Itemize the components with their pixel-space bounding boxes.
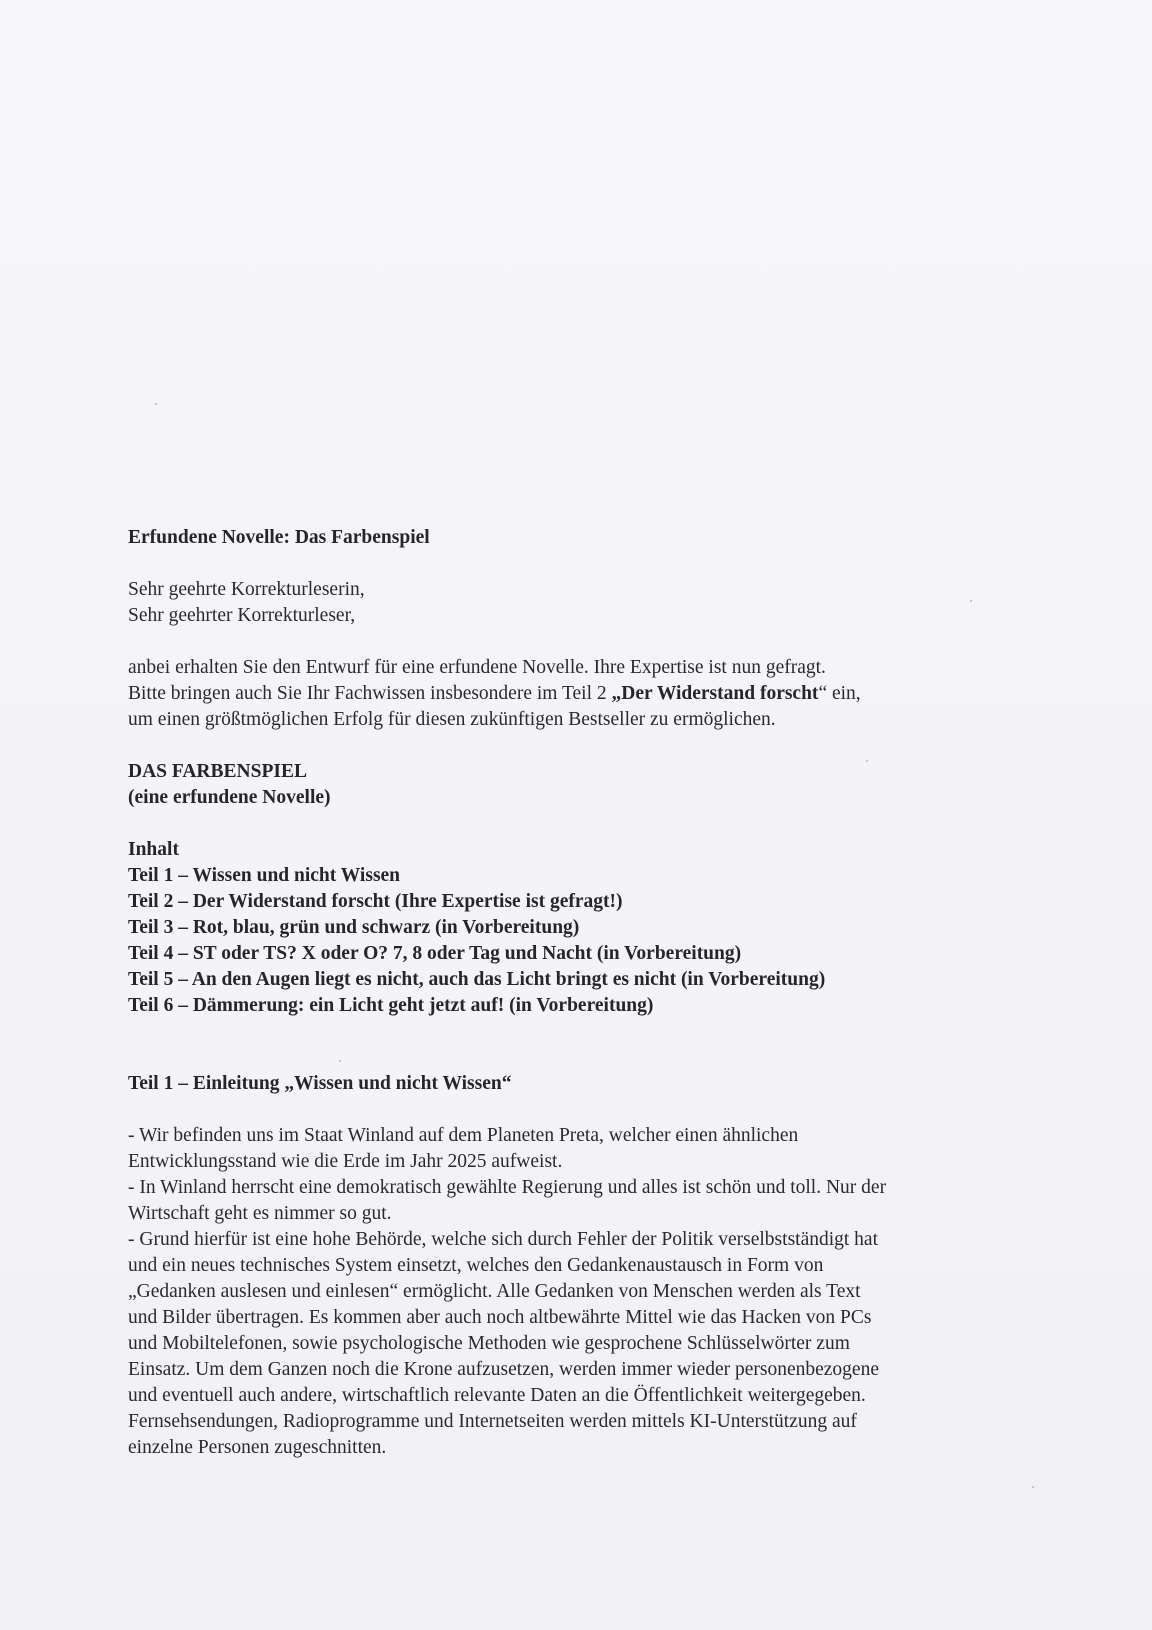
- part1-line: und Bilder übertragen. Es kommen aber auch noch altbewährte Mittel wie das Hacken von PCs: [128, 1307, 872, 1328]
- document-body: [128, 525, 1048, 1461]
- part1-heading: Teil 1 – Einleitung „Wissen und nicht Wissen“: [128, 1073, 512, 1094]
- part1-line: „Gedanken auslesen und einlesen“ ermöglicht. Alle Gedanken von Menschen werden als Text: [128, 1281, 861, 1302]
- part1-line: und ein neues technisches System einsetzt, welches den Gedankenaustausch in Form von: [128, 1255, 824, 1276]
- part1-line: - Grund hierfür ist eine hohe Behörde, welche sich durch Fehler der Politik verselbstständigt hat: [128, 1229, 879, 1250]
- toc-item: Teil 6 – Dämmerung: ein Licht geht jetzt auf! (in Vorbereitung): [128, 995, 654, 1016]
- salutation-line: Sehr geehrter Korrekturleser,: [128, 605, 356, 626]
- scan-speck: [155, 403, 157, 405]
- part1-line: - In Winland herrscht eine demokratisch gewählte Regierung und alles ist schön und toll. Nur der: [128, 1177, 887, 1198]
- salutation-line: Sehr geehrte Korrekturleserin,: [128, 579, 365, 600]
- novel-title: DAS FARBENSPIEL: [128, 761, 307, 782]
- intro-line: [128, 681, 1048, 707]
- part1-line: Entwicklungsstand wie die Erde im Jahr 2025 aufweist.: [128, 1151, 563, 1172]
- part1-line: einzelne Personen zugeschnitten.: [128, 1437, 387, 1458]
- toc-heading: Inhalt: [128, 839, 179, 860]
- part1-line: und eventuell auch andere, wirtschaftlich relevante Daten an die Öffentlichkeit weitergegeben.: [128, 1385, 866, 1406]
- toc-item: Teil 4 – ST oder TS? X oder O? 7, 8 oder Tag und Nacht (in Vorbereitung): [128, 943, 742, 964]
- toc-item: Teil 5 – An den Augen liegt es nicht, auch das Licht bringt es nicht (in Vorbereitung): [128, 969, 826, 990]
- part1-line: Fernsehsendungen, Radioprogramme und Internetseiten werden mittels KI-Unterstützung auf: [128, 1411, 857, 1432]
- part1-line: - Wir befinden uns im Staat Winland auf dem Planeten Preta, welcher einen ähnlichen: [128, 1125, 799, 1146]
- intro-text: “ ein,: [818, 683, 861, 704]
- part1-line: und Mobiltelefonen, sowie psychologische Methoden wie gesprochene Schlüsselwörter zum: [128, 1333, 850, 1354]
- novel-subtitle: (eine erfundene Novelle): [128, 787, 331, 808]
- intro-line: anbei erhalten Sie den Entwurf für eine erfundene Novelle. Ihre Expertise ist nun gefragt.: [128, 657, 826, 678]
- intro-emphasis: „Der Widerstand forscht: [611, 683, 819, 704]
- toc-item: Teil 3 – Rot, blau, grün und schwarz (in Vorbereitung): [128, 917, 580, 938]
- part1-line: Wirtschaft geht es nimmer so gut.: [128, 1203, 392, 1224]
- part1-line: Einsatz. Um dem Ganzen noch die Krone aufzusetzen, werden immer wieder personenbezogene: [128, 1359, 879, 1380]
- intro-text: Bitte bringen auch Sie Ihr Fachwissen insbesondere im Teil 2: [128, 683, 612, 704]
- toc-item: Teil 2 – Der Widerstand forscht (Ihre Expertise ist gefragt!): [128, 891, 623, 912]
- document-heading: Erfundene Novelle: Das Farbenspiel: [128, 527, 430, 548]
- scan-speck: [1032, 1486, 1034, 1488]
- intro-line: um einen größtmöglichen Erfolg für diesen zukünftigen Bestseller zu ermöglichen.: [128, 709, 776, 730]
- toc-item: Teil 1 – Wissen und nicht Wissen: [128, 865, 401, 886]
